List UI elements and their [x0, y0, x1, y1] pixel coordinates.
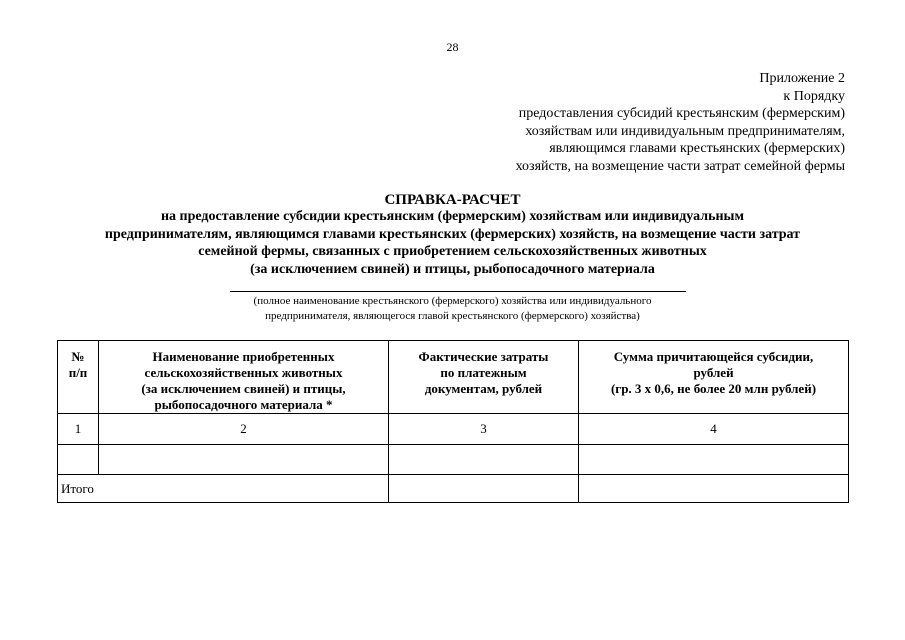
page-number: 28 [446, 40, 459, 54]
column-number-cell: 3 [389, 414, 579, 445]
empty-cell [99, 445, 389, 475]
caption-line: (полное наименование крестьянского (фермерского) хозяйства или индивидуального [253, 295, 652, 307]
column-number-cell: 1 [58, 414, 99, 445]
appendix-line: являющимся главами крестьянских (фермерских) [549, 141, 845, 157]
calculation-table [57, 340, 849, 503]
subtitle-line: на предоставление субсидии крестьянским (фермерским) хозяйствам или индивидуальным [160, 209, 745, 224]
column-number-cell: 2 [99, 414, 389, 445]
header-cell-item-name: Наименование приобретенных сельскохозяйственных животных (за исключением свиней) и птицы, рыбопосадочного материала * [99, 341, 389, 414]
subtitle-line: семейной фермы, связанных с приобретением сельскохозяйственных животных [198, 244, 707, 259]
appendix-line: к Порядку [783, 88, 845, 104]
subtitle-line: (за исключением свиней) и птицы, рыбопосадочного материала [250, 261, 655, 277]
total-label: Итого [58, 475, 389, 503]
appendix-reference [425, 70, 845, 176]
column-number-row [58, 414, 849, 445]
appendix-line: предоставления субсидий крестьянским (фермерским) [518, 106, 845, 122]
document-title: СПРАВКА-РАСЧЕТ [384, 192, 521, 208]
table-row [58, 445, 849, 475]
total-subsidy-cell [579, 475, 849, 503]
document-subtitle [0, 208, 905, 278]
column-number-cell: 4 [579, 414, 849, 445]
entity-name-fill-line [230, 291, 686, 292]
appendix-line: Приложение 2 [759, 71, 845, 86]
empty-cell [389, 445, 579, 475]
entity-name-caption [0, 294, 905, 323]
header-cell-actual-costs: Фактические затраты по платежным документам, рублей [389, 341, 579, 414]
empty-cell [58, 445, 99, 475]
table-header-row [58, 341, 849, 414]
empty-cell [579, 445, 849, 475]
header-cell-subsidy-amount: Сумма причитающейся субсидии, рублей (гр. 3 х 0,6, не более 20 млн рублей) [579, 341, 849, 414]
total-cost-cell [389, 475, 579, 503]
caption-line: предпринимателя, являющегося главой крестьянского (фермерского) хозяйства) [265, 309, 640, 322]
appendix-line: хозяйствам или индивидуальным предпринимателям, [525, 123, 845, 139]
subtitle-line: предпринимателям, являющимся главами крестьянских (фермерских) хозяйств, на возмещение части затрат [104, 226, 801, 242]
appendix-line: хозяйств, на возмещение части затрат семейной фермы [515, 158, 845, 174]
header-cell-number: № п/п [58, 341, 99, 414]
total-row [58, 475, 849, 503]
